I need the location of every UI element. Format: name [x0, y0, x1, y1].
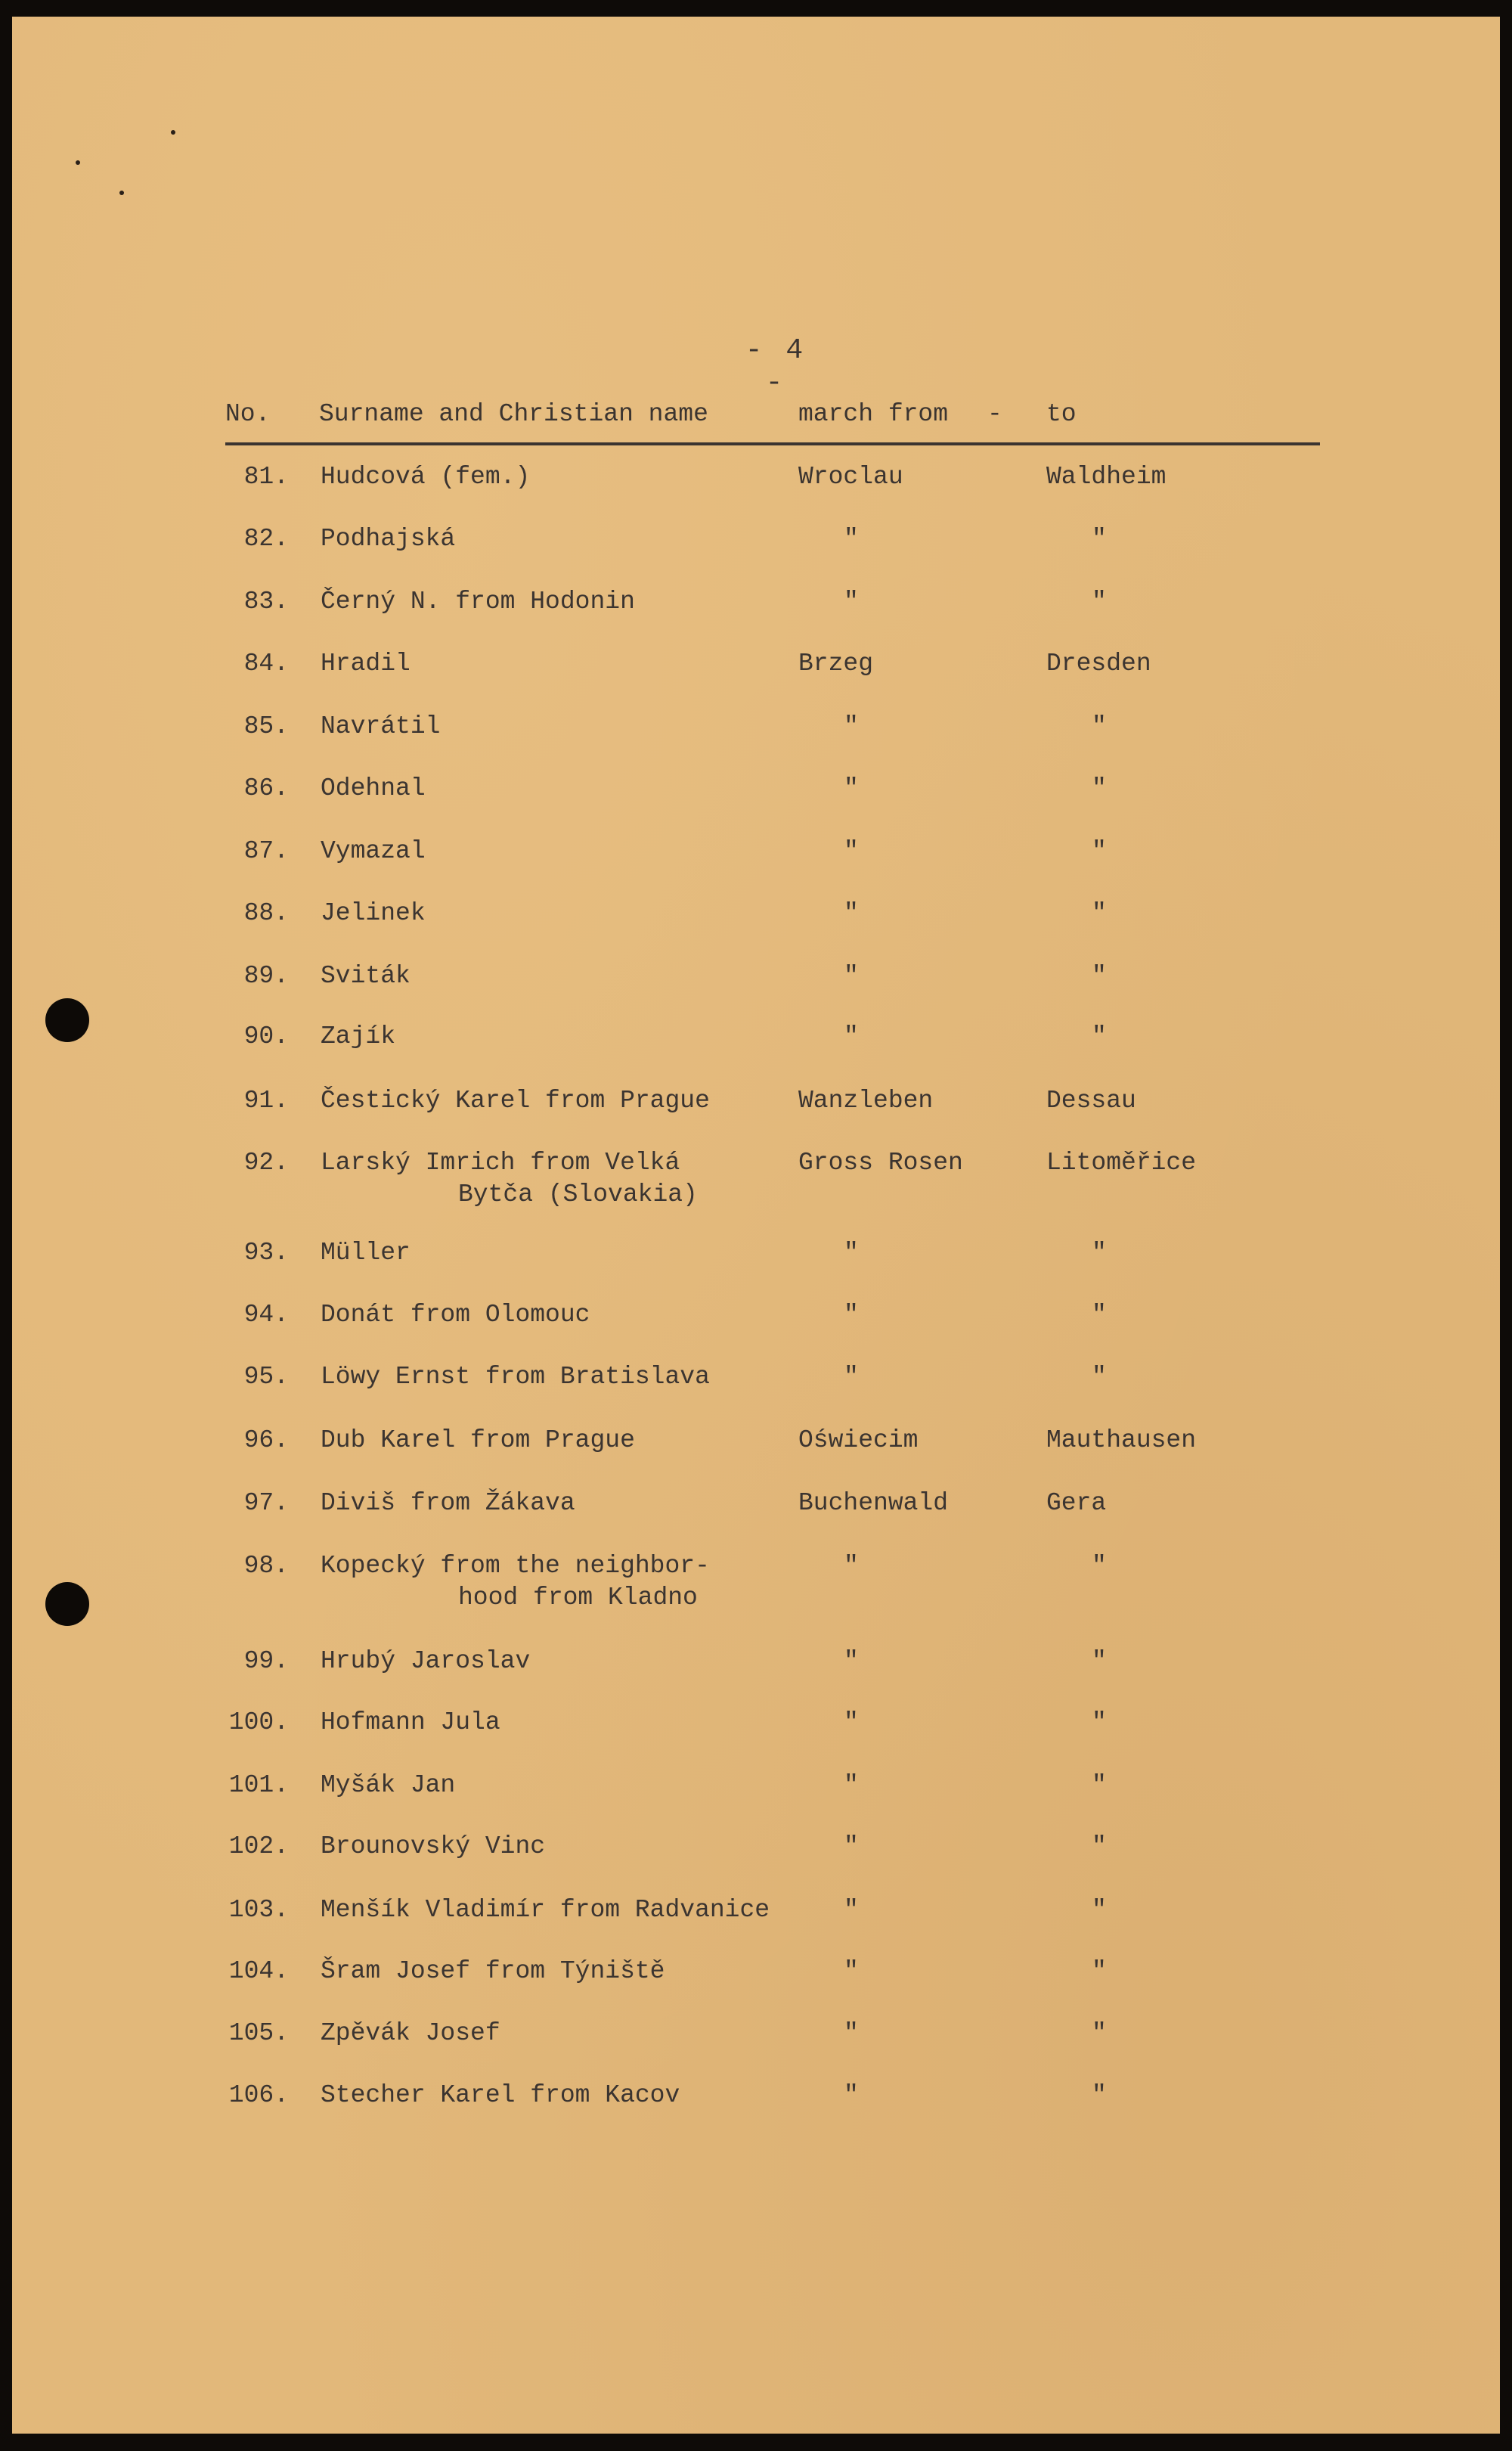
- row-number: 99.: [243, 1647, 289, 1675]
- row-name: Šram Josef from Týniště: [321, 1957, 665, 1985]
- row-number: 104.: [228, 1957, 289, 1985]
- row-march-to: ": [1092, 1239, 1107, 1267]
- row-name: Myšák Jan: [321, 1771, 456, 1799]
- row-march-to: ": [1092, 962, 1107, 990]
- document-page: [12, 17, 1500, 2434]
- row-march-to: Dresden: [1046, 650, 1151, 678]
- row-march-to: ": [1092, 774, 1107, 802]
- row-name: Hofmann Jula: [321, 1708, 500, 1736]
- table-row: [12, 1085, 1500, 1118]
- row-march-from: ": [844, 1647, 859, 1675]
- row-name: Čestický Karel from Prague: [321, 1087, 710, 1115]
- table-row: [12, 2080, 1500, 2113]
- row-march-from: ": [844, 525, 859, 553]
- row-name: Kopecký from the neighbor-: [321, 1552, 710, 1580]
- row-name: Hrubý Jaroslav: [321, 1647, 531, 1675]
- table-row: [12, 711, 1500, 744]
- row-march-to: ": [1092, 525, 1107, 553]
- row-number: 91.: [243, 1087, 289, 1115]
- row-name: Hudcová (fem.): [321, 463, 531, 491]
- row-number: 87.: [243, 837, 289, 865]
- speck: [171, 130, 175, 135]
- row-march-to: ": [1092, 899, 1107, 927]
- row-number: 86.: [243, 774, 289, 802]
- row-name-continued: hood from Kladno: [458, 1584, 698, 1612]
- row-march-from: Oświecim: [798, 1426, 919, 1454]
- table-row: [12, 1956, 1500, 1989]
- row-number: 95.: [243, 1363, 289, 1391]
- row-march-from: Gross Rosen: [798, 1149, 963, 1177]
- row-number: 103.: [228, 1896, 289, 1924]
- header-name: Surname and Christian name: [319, 400, 708, 428]
- row-number: 102.: [228, 1832, 289, 1860]
- table-row: [12, 1021, 1500, 1054]
- row-march-to: ": [1092, 1301, 1107, 1329]
- row-march-to: ": [1092, 2019, 1107, 2047]
- row-march-from: ": [844, 1022, 859, 1050]
- header-to: to: [1046, 400, 1077, 428]
- punch-hole-bottom: [45, 1582, 89, 1626]
- row-march-from: ": [844, 1957, 859, 1985]
- row-march-from: Wanzleben: [798, 1087, 934, 1115]
- table-row: [12, 960, 1500, 994]
- row-name: Černý N. from Hodonin: [321, 588, 635, 616]
- row-march-from: ": [844, 1552, 859, 1580]
- row-name: Menšík Vladimír from Radvanice: [321, 1896, 770, 1924]
- row-march-from: ": [844, 837, 859, 865]
- row-name: Müller: [321, 1239, 411, 1267]
- row-number: 96.: [243, 1426, 289, 1454]
- row-march-from: ": [844, 899, 859, 927]
- row-number: 85.: [243, 712, 289, 740]
- row-march-from: ": [844, 774, 859, 802]
- row-number: 100.: [228, 1708, 289, 1736]
- row-march-to: ": [1092, 588, 1107, 616]
- table-row: [12, 586, 1500, 619]
- row-name: Hradil: [321, 650, 411, 678]
- row-march-from: Buchenwald: [798, 1489, 949, 1517]
- row-number: 101.: [228, 1771, 289, 1799]
- row-name: Sviták: [321, 962, 411, 990]
- table-row: [12, 2018, 1500, 2051]
- row-name-continued: Bytča (Slovakia): [458, 1181, 698, 1208]
- row-number: 83.: [243, 588, 289, 616]
- row-name: Stecher Karel from Kacov: [321, 2081, 680, 2109]
- table-row: [12, 648, 1500, 681]
- table-row: [12, 1831, 1500, 1864]
- table-row: [12, 523, 1500, 557]
- row-number: 82.: [243, 525, 289, 553]
- table-row: [12, 773, 1500, 806]
- row-march-to: Waldheim: [1046, 463, 1167, 491]
- row-march-to: ": [1092, 1552, 1107, 1580]
- table-row: [12, 1488, 1500, 1521]
- row-name: Larský Imrich from Velká: [321, 1149, 680, 1177]
- table-row: [12, 1237, 1500, 1270]
- row-march-from: ": [844, 1896, 859, 1924]
- row-number: 84.: [243, 650, 289, 678]
- row-march-to: ": [1092, 1363, 1107, 1391]
- row-number: 89.: [243, 962, 289, 990]
- row-march-to: ": [1092, 837, 1107, 865]
- row-march-to: ": [1092, 1896, 1107, 1924]
- table-row: [12, 1147, 1500, 1208]
- row-name: Podhajská: [321, 525, 456, 553]
- row-march-to: ": [1092, 1957, 1107, 1985]
- table-row: [12, 461, 1500, 495]
- row-march-from: Brzeg: [798, 650, 874, 678]
- row-name: Donát from Olomouc: [321, 1301, 590, 1329]
- table-row: [12, 1299, 1500, 1333]
- row-number: 88.: [243, 899, 289, 927]
- table-row: [12, 1361, 1500, 1395]
- row-march-to: Mauthausen: [1046, 1426, 1197, 1454]
- row-march-from: ": [844, 1708, 859, 1736]
- row-march-to: ": [1092, 1708, 1107, 1736]
- row-number: 106.: [228, 2081, 289, 2109]
- speck: [119, 191, 124, 195]
- row-name: Navrátil: [321, 712, 441, 740]
- row-name: Löwy Ernst from Bratislava: [321, 1363, 710, 1391]
- row-number: 81.: [243, 463, 289, 491]
- row-march-to: ": [1092, 2081, 1107, 2109]
- row-number: 94.: [243, 1301, 289, 1329]
- row-march-to: Dessau: [1046, 1087, 1136, 1115]
- row-name: Odehnal: [321, 774, 426, 802]
- page-number: - 4 -: [745, 334, 807, 399]
- header-from: march from: [798, 400, 949, 428]
- row-number: 97.: [243, 1489, 289, 1517]
- row-name: Zajík: [321, 1022, 396, 1050]
- row-name: Zpěvák Josef: [321, 2019, 500, 2047]
- row-march-from: Wroclau: [798, 463, 903, 491]
- row-march-to: ": [1092, 1647, 1107, 1675]
- row-march-from: ": [844, 712, 859, 740]
- row-number: 90.: [243, 1022, 289, 1050]
- row-march-from: ": [844, 1771, 859, 1799]
- row-number: 98.: [243, 1552, 289, 1580]
- row-march-to: ": [1092, 1832, 1107, 1860]
- row-march-to: ": [1092, 712, 1107, 740]
- table-row: [12, 898, 1500, 931]
- row-march-from: ": [844, 1832, 859, 1860]
- table-row: [12, 1425, 1500, 1458]
- row-number: 92.: [243, 1149, 289, 1177]
- row-march-to: Litoměřice: [1046, 1149, 1197, 1177]
- row-name: Brounovský Vinc: [321, 1832, 546, 1860]
- table-row: [12, 836, 1500, 869]
- table-header: [12, 399, 1500, 436]
- row-march-from: ": [844, 1239, 859, 1267]
- row-name: Jelinek: [321, 899, 426, 927]
- row-number: 93.: [243, 1239, 289, 1267]
- table-row: [12, 1770, 1500, 1803]
- row-march-from: ": [844, 1363, 859, 1391]
- row-name: Vymazal: [321, 837, 426, 865]
- header-dash: -: [987, 400, 1002, 428]
- table-row: [12, 1707, 1500, 1740]
- row-name: Dub Karel from Prague: [321, 1426, 635, 1454]
- row-march-from: ": [844, 1301, 859, 1329]
- row-march-from: ": [844, 962, 859, 990]
- header-no: No.: [225, 400, 271, 428]
- table-row: [12, 1894, 1500, 1928]
- row-march-from: ": [844, 2019, 859, 2047]
- row-number: 105.: [228, 2019, 289, 2047]
- row-march-to: ": [1092, 1771, 1107, 1799]
- row-march-to: ": [1092, 1022, 1107, 1050]
- row-name: Diviš from Žákava: [321, 1489, 575, 1517]
- row-march-to: Gera: [1046, 1489, 1107, 1517]
- table-row: [12, 1646, 1500, 1679]
- row-march-from: ": [844, 588, 859, 616]
- header-rule: [225, 442, 1320, 445]
- speck: [76, 160, 80, 165]
- row-march-from: ": [844, 2081, 859, 2109]
- table-row: [12, 1550, 1500, 1612]
